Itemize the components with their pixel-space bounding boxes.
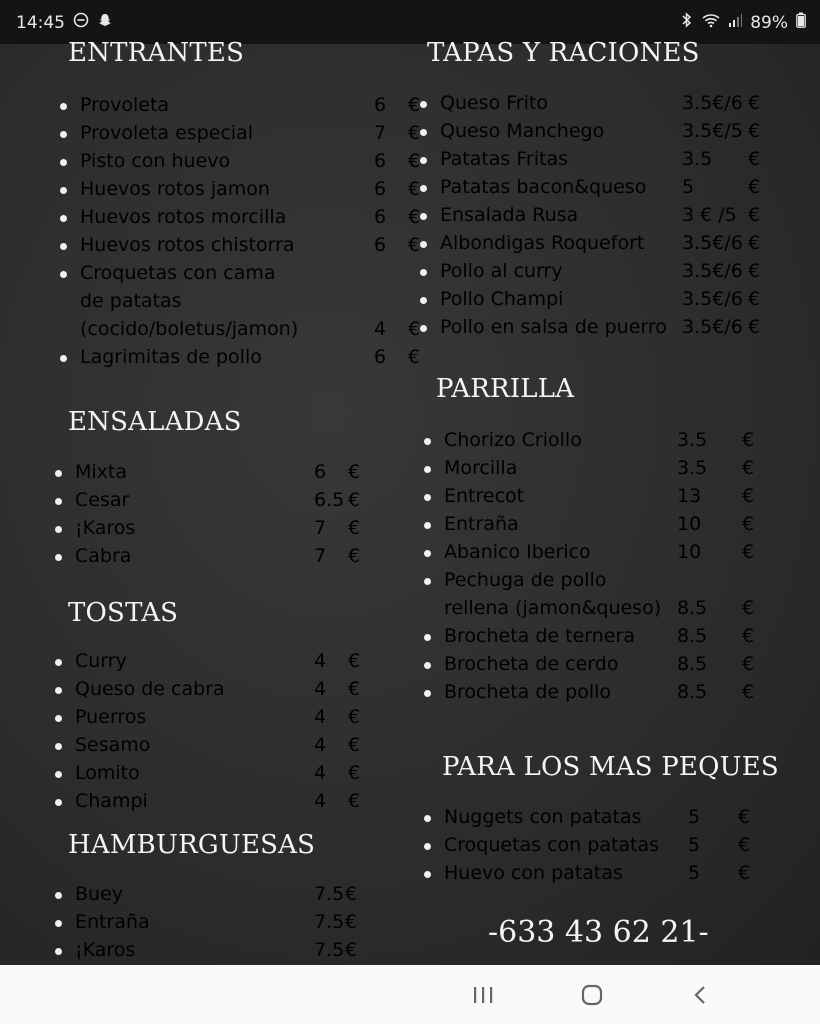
menu-item [55, 936, 375, 964]
status-left [16, 12, 113, 33]
item-name: Abanico Iberico [444, 541, 591, 563]
item-name: Huevos rotos jamon [80, 178, 270, 200]
menu-item [60, 315, 421, 343]
item-name: Entraña [75, 911, 150, 933]
item-price: 4 [314, 790, 327, 812]
menu-item [420, 313, 780, 341]
menu-item [55, 880, 375, 908]
bullet-icon [55, 920, 62, 927]
item-price: 6 [314, 461, 327, 483]
item-currency: € [742, 625, 755, 647]
bullet-icon [420, 213, 427, 220]
menu-item [55, 731, 375, 759]
item-currency: € [345, 883, 358, 905]
menu-item [60, 203, 421, 231]
bullet-icon [424, 494, 431, 501]
item-price: 6 [374, 206, 387, 228]
menu-item [424, 803, 784, 831]
bullet-icon [420, 157, 427, 164]
item-price: 6.5 [314, 489, 345, 511]
bullet-icon [420, 297, 427, 304]
menu-item [424, 426, 784, 454]
list-parrilla [424, 426, 784, 706]
heading-peques: PARA LOS MAS PEQUES [442, 752, 779, 782]
item-name: Buey [75, 883, 124, 905]
item-name: Sesamo [75, 734, 151, 756]
bullet-icon [55, 948, 62, 955]
menu-item [420, 257, 780, 285]
item-price: 7 [314, 545, 327, 567]
bullet-icon [424, 690, 431, 697]
item-currency: € [742, 485, 755, 507]
bullet-icon [424, 634, 431, 641]
menu-item [60, 343, 421, 371]
recent-apps-icon[interactable] [463, 979, 503, 1011]
item-price: 6 [374, 346, 387, 368]
bullet-icon [420, 185, 427, 192]
bullet-icon [60, 243, 67, 250]
navigation-bar [0, 965, 820, 1024]
menu-item [424, 510, 784, 538]
menu-item [55, 542, 375, 570]
menu-item [420, 117, 780, 145]
item-price: 4 [314, 762, 327, 784]
list-tostas [55, 647, 375, 815]
item-currency: € [738, 862, 751, 884]
item-name: de patatas [80, 290, 182, 312]
menu-item [424, 859, 784, 887]
item-price: 8.5 [677, 597, 708, 619]
item-name: Nuggets con patatas [444, 806, 642, 828]
menu-item [60, 147, 421, 175]
home-icon[interactable] [572, 979, 612, 1011]
back-icon[interactable] [680, 979, 720, 1011]
menu-item [60, 259, 380, 287]
item-name: Entraña [444, 513, 519, 535]
battery-icon [796, 12, 806, 33]
menu-board [0, 38, 820, 965]
item-name: Queso Frito [440, 92, 548, 114]
item-name: Huevos rotos morcilla [80, 206, 287, 228]
item-currency: € [748, 176, 761, 198]
item-price: 3.5€/6 [682, 260, 743, 282]
item-price: 4 [314, 650, 327, 672]
menu-item [420, 145, 780, 173]
item-name: Chorizo Criollo [444, 429, 582, 451]
menu-item [424, 538, 784, 566]
bullet-icon [55, 659, 62, 666]
snapchat-icon [97, 12, 113, 33]
item-currency: € [748, 232, 761, 254]
item-currency: € [742, 541, 755, 563]
item-price: 4 [314, 678, 327, 700]
item-price: 8.5 [677, 653, 708, 675]
item-currency: € [408, 234, 421, 256]
menu-item [424, 594, 784, 622]
bullet-icon [60, 131, 67, 138]
item-currency: € [748, 288, 761, 310]
menu-item [60, 287, 380, 315]
heading-entrantes: ENTRANTES [68, 38, 245, 68]
list-ensaladas [55, 458, 375, 570]
item-name: ¡Karos [75, 939, 136, 961]
bullet-icon [55, 687, 62, 694]
menu-item [55, 703, 375, 731]
item-currency: € [742, 513, 755, 535]
item-currency: € [348, 706, 361, 728]
item-currency: € [408, 318, 421, 340]
menu-item [60, 231, 421, 259]
item-currency: € [748, 148, 761, 170]
item-price: 5 [688, 834, 701, 856]
bullet-icon [60, 187, 67, 194]
item-price: 8.5 [677, 625, 708, 647]
menu-item [420, 173, 780, 201]
item-price: 3 € /5 [682, 204, 737, 226]
list-peques [424, 803, 784, 887]
heading-hamburguesas: HAMBURGUESAS [68, 830, 316, 860]
item-price: 3.5 [682, 148, 713, 170]
item-currency: € [742, 681, 755, 703]
menu-item [55, 787, 375, 815]
menu-item [420, 285, 780, 313]
item-name: Provoleta [80, 94, 170, 116]
heading-ensaladas: ENSALADAS [68, 407, 242, 437]
item-currency: € [348, 545, 361, 567]
item-price: 6 [374, 178, 387, 200]
bullet-icon [424, 550, 431, 557]
item-currency: € [742, 429, 755, 451]
item-currency: € [742, 597, 755, 619]
item-price: 6 [374, 150, 387, 172]
bullet-icon [55, 498, 62, 505]
status-right [680, 12, 806, 33]
item-name: Provoleta especial [80, 122, 254, 144]
item-price: 4 [374, 318, 387, 340]
item-price: 5 [682, 176, 695, 198]
item-name: Entrecot [444, 485, 525, 507]
item-name: Patatas Fritas [440, 148, 568, 170]
item-price: 8.5 [677, 681, 708, 703]
item-currency: € [348, 678, 361, 700]
menu-item [55, 675, 375, 703]
bullet-icon [55, 526, 62, 533]
item-currency: € [408, 94, 421, 116]
bullet-icon [55, 470, 62, 477]
menu-item [424, 482, 784, 510]
item-price: 5 [688, 862, 701, 884]
item-currency: € [348, 517, 361, 539]
bullet-icon [55, 743, 62, 750]
item-currency: € [748, 204, 761, 226]
item-price: 7 [374, 122, 387, 144]
menu-item [424, 622, 784, 650]
menu-item [420, 89, 780, 117]
item-name: Huevo con patatas [444, 862, 623, 884]
bullet-icon [60, 159, 67, 166]
item-name: Mixta [75, 461, 128, 483]
item-price: 7.5 [314, 939, 345, 961]
item-price: 4 [314, 734, 327, 756]
item-name: Croquetas con patatas [444, 834, 660, 856]
item-currency: € [408, 346, 421, 368]
item-name: Huevos rotos chistorra [80, 234, 295, 256]
bullet-icon [420, 269, 427, 276]
item-currency: € [748, 260, 761, 282]
item-name: Ensalada Rusa [440, 204, 579, 226]
bullet-icon [424, 815, 431, 822]
item-name: Pisto con huevo [80, 150, 231, 172]
item-name: rellena (jamon&queso) [444, 597, 662, 619]
heading-tapas: TAPAS Y RACIONES [427, 38, 700, 68]
bullet-icon [55, 892, 62, 899]
item-name: Brocheta de ternera [444, 625, 635, 647]
bullet-icon [424, 466, 431, 473]
item-name: Queso Manchego [440, 120, 605, 142]
item-name: Patatas bacon&queso [440, 176, 647, 198]
list-hamburguesas [55, 880, 375, 964]
item-price: 10 [677, 513, 702, 535]
bullet-icon [60, 355, 67, 362]
item-name: Queso de cabra [75, 678, 225, 700]
item-name: Curry [75, 650, 127, 672]
item-name: Morcilla [444, 457, 518, 479]
item-price: 3.5€/6 [682, 316, 743, 338]
item-price: 6 [374, 234, 387, 256]
item-currency: € [748, 92, 761, 114]
menu-item [55, 486, 375, 514]
bullet-icon [424, 438, 431, 445]
menu-item [424, 678, 784, 706]
item-name: Albondigas Roquefort [440, 232, 645, 254]
item-price: 3.5€/6 [682, 288, 743, 310]
item-name: Pollo al curry [440, 260, 563, 282]
list-tapas [420, 89, 780, 341]
item-currency: € [348, 762, 361, 784]
item-currency: € [348, 489, 361, 511]
bullet-icon [60, 103, 67, 110]
item-currency: € [348, 734, 361, 756]
menu-item [55, 908, 375, 936]
item-name: Champi [75, 790, 148, 812]
status-time: 14:45 [16, 12, 65, 33]
item-price: 3.5 [677, 457, 708, 479]
item-currency: € [408, 206, 421, 228]
item-price: 3.5€/5 [682, 120, 743, 142]
item-currency: € [748, 120, 761, 142]
item-price: 3.5€/6 [682, 232, 743, 254]
do-not-disturb-icon [73, 12, 89, 33]
item-currency: € [348, 461, 361, 483]
bullet-icon [424, 843, 431, 850]
item-price: 3.5€/6 [682, 92, 743, 114]
menu-item [424, 831, 784, 859]
item-price: 7.5 [314, 883, 345, 905]
item-currency: € [748, 316, 761, 338]
bullet-icon [424, 871, 431, 878]
menu-item [55, 514, 375, 542]
menu-item [55, 759, 375, 787]
list-entrantes [60, 91, 421, 371]
item-price: 10 [677, 541, 702, 563]
item-currency: € [408, 150, 421, 172]
bullet-icon [55, 799, 62, 806]
menu-item [420, 201, 780, 229]
menu-item [55, 647, 375, 675]
bullet-icon [420, 101, 427, 108]
item-currency: € [348, 650, 361, 672]
menu-item [55, 458, 375, 486]
item-name: Pollo en salsa de puerro [440, 316, 667, 338]
item-price: 5 [688, 806, 701, 828]
menu-item [60, 91, 421, 119]
item-name: Croquetas con cama [80, 262, 276, 284]
bullet-icon [424, 662, 431, 669]
bullet-icon [55, 715, 62, 722]
battery-level: 89% [750, 12, 788, 33]
bullet-icon [424, 522, 431, 529]
menu-item [424, 454, 784, 482]
bullet-icon [60, 271, 67, 278]
bullet-icon [55, 771, 62, 778]
menu-item [424, 566, 784, 594]
item-name: ¡Karos [75, 517, 136, 539]
signal-icon [728, 12, 742, 33]
item-name: Brocheta de pollo [444, 681, 612, 703]
phone-number: -633 43 62 21- [488, 915, 709, 950]
item-name: (cocido/boletus/jamon) [80, 318, 299, 340]
item-price: 3.5 [677, 429, 708, 451]
bluetooth-icon [680, 12, 694, 33]
item-currency: € [408, 122, 421, 144]
item-currency: € [738, 834, 751, 856]
item-price: 6 [374, 94, 387, 116]
menu-item [424, 650, 784, 678]
item-price: 7.5 [314, 911, 345, 933]
item-price: 4 [314, 706, 327, 728]
menu-item [60, 119, 421, 147]
item-name: Lagrimitas de pollo [80, 346, 262, 368]
item-name: Pollo Champi [440, 288, 564, 310]
item-price: 13 [677, 485, 702, 507]
item-price: 7 [314, 517, 327, 539]
bullet-icon [424, 578, 431, 585]
heading-parrilla: PARRILLA [436, 374, 575, 404]
item-name: Puerros [75, 706, 147, 728]
item-name: Pechuga de pollo [444, 569, 607, 591]
item-currency: € [742, 457, 755, 479]
item-currency: € [738, 806, 751, 828]
bullet-icon [420, 129, 427, 136]
menu-item [420, 229, 780, 257]
wifi-icon [702, 12, 720, 33]
item-currency: € [345, 911, 358, 933]
item-currency: € [345, 939, 358, 961]
bullet-icon [60, 215, 67, 222]
bullet-icon [420, 325, 427, 332]
item-currency: € [742, 653, 755, 675]
bullet-icon [420, 241, 427, 248]
item-name: Cabra [75, 545, 132, 567]
item-currency: € [408, 178, 421, 200]
item-name: Lomito [75, 762, 140, 784]
bullet-icon [55, 554, 62, 561]
heading-tostas: TOSTAS [68, 598, 179, 628]
menu-item [60, 175, 421, 203]
item-name: Brocheta de cerdo [444, 653, 619, 675]
item-name: Cesar [75, 489, 130, 511]
item-currency: € [348, 790, 361, 812]
